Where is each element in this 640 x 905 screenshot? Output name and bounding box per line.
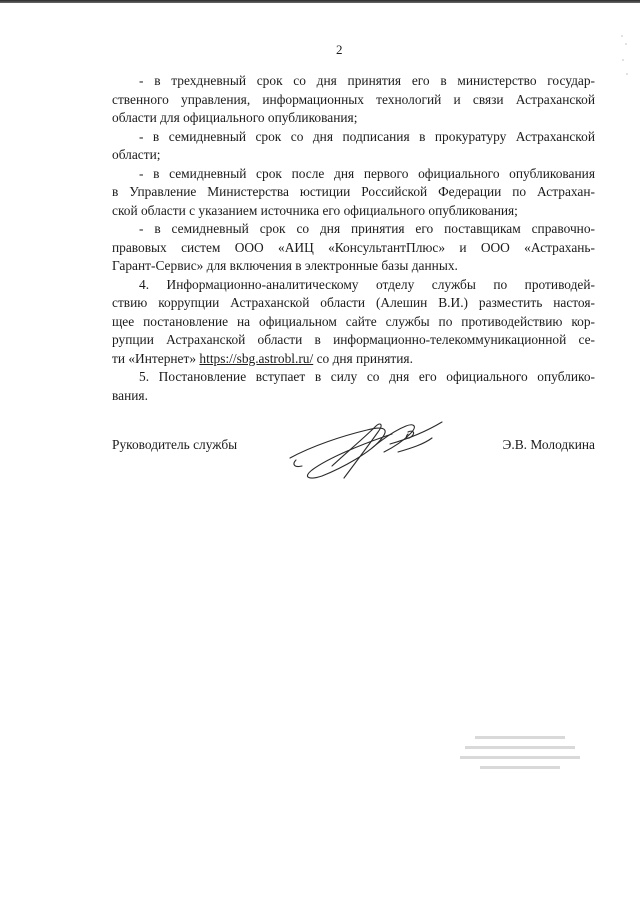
signature-block xyxy=(112,430,595,490)
signatory-role: Руководитель службы xyxy=(112,437,238,452)
text-line: ственного управления, информационных технологий и связи Астраханской xyxy=(112,91,595,107)
website-link[interactable]: https://sbg.astrobl.ru/ xyxy=(199,350,314,366)
text-line-with-link xyxy=(112,350,595,369)
document-body xyxy=(112,72,595,405)
faint-stamp-mark xyxy=(455,730,595,790)
text-line: Гарант-Сервис» для включения в электронные базы данных. xyxy=(112,258,458,273)
text-line: в Управление Министерства юстиции Российской Федерации по Астрахан- xyxy=(112,184,595,199)
internet-suffix: со дня принятия. xyxy=(313,350,413,366)
internet-prefix: ти «Интернет» xyxy=(112,350,200,366)
text-line: рупции Астраханской области в информационно-телекоммуникационной се- xyxy=(112,332,595,347)
text-line: 4. Информационно-аналитическому отделу службы по противодей- xyxy=(139,276,595,292)
text-line: вания. xyxy=(112,387,148,403)
text-line: правовых систем ООО «АИЦ «КонсультантПлюс» и ООО «Астрахань- xyxy=(112,239,595,255)
text-line: - в трехдневный срок со дня принятия его в министерство государ- xyxy=(139,73,595,88)
text-line: - в семидневный срок со дня принятия его поставщикам справочно- xyxy=(139,221,595,236)
margin-specks xyxy=(618,30,632,90)
text-line: щее постановление на официальном сайте службы по противодействию кор- xyxy=(112,313,595,329)
text-line: области; xyxy=(112,147,161,162)
page-number: 2 xyxy=(336,42,343,57)
text-line: - в семидневный срок со дня подписания в прокуратуру Астраханской xyxy=(139,128,595,144)
text-line: ствию коррупции Астраханской области (Алешин В.И.) разместить настоя- xyxy=(112,295,595,310)
text-line: ской области с указанием источника его официального опубликования; xyxy=(112,202,518,218)
scan-top-border xyxy=(0,0,640,3)
text-line: - в семидневный срок после дня первого официального опубликования xyxy=(139,165,595,181)
signatory-name: Э.В. Молодкина xyxy=(502,437,595,452)
text-line: области для официального опубликования; xyxy=(112,110,358,125)
text-line: 5. Постановление вступает в силу со дня его официального опублико- xyxy=(139,369,595,384)
handwritten-signature xyxy=(272,408,452,488)
